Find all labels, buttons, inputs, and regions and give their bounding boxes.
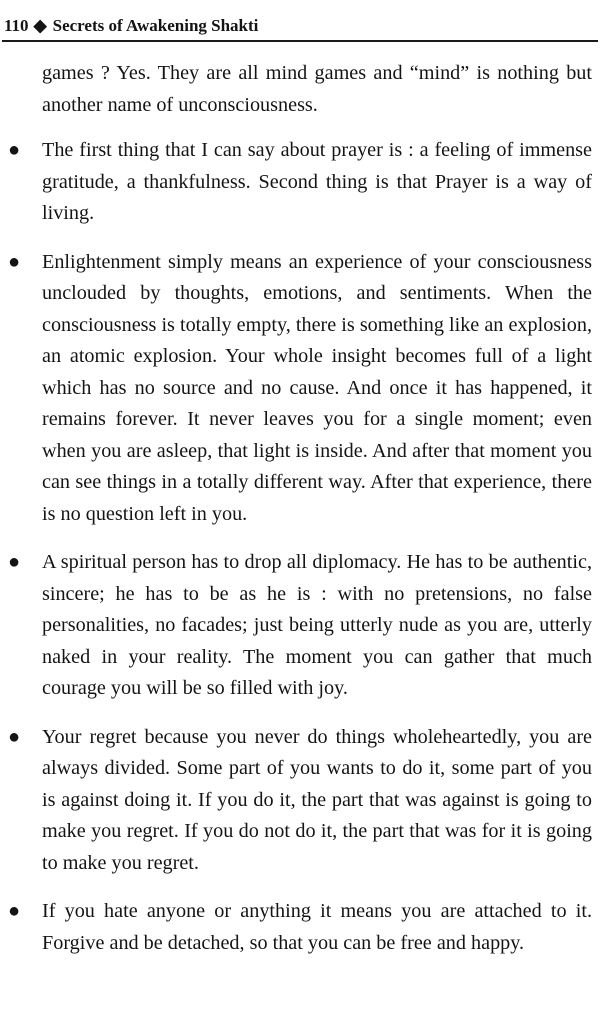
bullet-text: Enlightenment simply means an experience of your consciousness unclouded by thoughts, emotions, and sentiments. When the consciousness is totally empty, there is something like an explosion, an atomic explosion. Your whole insight becomes full of a light which has no source and no cause. And once it has happened, it remains forever. It never leaves you for a single moment; even when you are asleep, that light is inside. And after that moment you can see things in a totally different way. After that experience, there is no question left in you. (42, 250, 592, 525)
bullet-item (0, 247, 600, 531)
bullet-text: Your regret because you never do things wholeheartedly, you are always divided. Some part of you wants to do it, some part of you is against doing it. If you do it, the part that was against is going to make you regret. If you do not do it, the part that was for it is going to make you regret. (42, 725, 592, 874)
page-body (0, 58, 600, 976)
bullet-text: The first thing that I can say about prayer is : a feeling of immense gratitude, a thankfulness. Second thing is that Prayer is a way of living. (42, 139, 592, 224)
bullet-icon: ● (8, 551, 21, 573)
bullet-icon: ● (8, 900, 21, 922)
running-header (4, 16, 596, 38)
bullet-item (0, 135, 600, 230)
bullet-icon: ● (8, 250, 21, 273)
book-title: Secrets of Awakening Shakti (52, 16, 259, 35)
bullet-item (0, 722, 600, 880)
bullet-item (0, 896, 600, 959)
bullet-text: A spiritual person has to drop all diplomacy. He has to be authentic, sincere; he has to be as he is : with no pretensions, no false personalities, no facades; just being utterly nude as you are, utterly naked in your reality. The moment you can gather that much courage you will be so filled with joy. (42, 551, 592, 699)
bullet-icon: ● (8, 725, 21, 748)
bullet-text: If you hate anyone or anything it means you are attached to it. Forgive and be detached, so that you can be free and happy. (42, 900, 592, 954)
bullet-item (0, 547, 600, 705)
header-rule (2, 40, 598, 42)
bullet-icon: ● (8, 139, 21, 161)
diamond-separator-icon: ◆ (33, 16, 47, 35)
continuation-paragraph: games ? Yes. They are all mind games and “mind” is nothing but another name of unconsciousness. (42, 62, 592, 116)
page-number: 110 (4, 16, 29, 35)
